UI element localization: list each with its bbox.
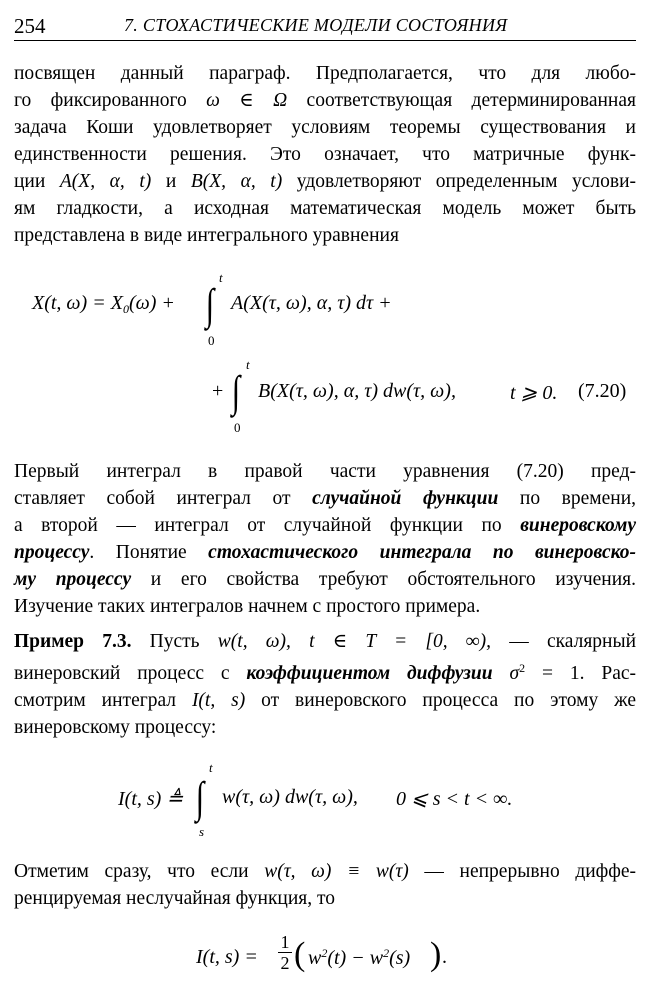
text-line: винеровскому процессу:	[14, 717, 217, 738]
text-line: представлена в виде интегрального уравнения	[14, 225, 399, 246]
text-line: посвящен данный параграф. Предполагается, что для любо-	[14, 63, 636, 84]
integral-sign: ∫	[205, 280, 215, 329]
text-line: винеровский процесс с коэффициентом диффузии $\sigma^2 = 1$. Рас-	[14, 661, 637, 684]
text-line: ренцируемая неслучайная функция, то	[14, 888, 336, 909]
term-emphasis: му процессу	[14, 569, 132, 590]
term-emphasis: случайной функции	[312, 488, 499, 509]
text-line: му процессу и его свойства требуют обстоятельного изучения.	[14, 569, 637, 590]
fraction-numerator: 1	[278, 932, 292, 953]
fraction-denominator: 2	[280, 953, 290, 973]
term-emphasis: процессу	[14, 542, 90, 563]
equation-lhs: I(t, s) ≜	[118, 788, 184, 810]
text-line: ставляет собой интеграл от случайной функции по времени,	[14, 488, 637, 509]
text-line: ции A(X, α, t) и B(X, α, t) удовлетворяют определенным услови-	[14, 171, 637, 192]
text-line: Изучение таких интегралов начнем с простого примера.	[14, 596, 481, 617]
text-line: процессу. Понятие стохастического интеграла по винеровско-	[14, 542, 636, 563]
equation-lhs: I(t, s) =	[196, 946, 258, 968]
text-line: го фиксированного ω ∈ Ω соответствующая детерминированная	[14, 90, 636, 111]
integral-lower-limit: 0	[234, 420, 241, 435]
running-header	[14, 14, 636, 41]
math-inline: w(t, ω),	[217, 631, 291, 652]
plus-sign: +	[212, 380, 224, 402]
equation-number: (7.20)	[578, 380, 627, 402]
term-emphasis: коэффициентом диффузии	[246, 663, 493, 684]
integral-upper-limit: t	[219, 270, 223, 285]
text-line: единственности решения. Это означает, что матричные функ-	[14, 144, 636, 165]
paragraph-intro	[14, 60, 636, 249]
term-emphasis: стохастического интеграла по винеровско-	[208, 542, 636, 563]
text-line: ям гладкости, а исходная математическая модель может быть	[14, 198, 636, 219]
integral-lower-limit: s	[199, 824, 205, 839]
period: .	[442, 946, 447, 968]
integral-upper-limit: t	[246, 357, 250, 372]
text-line: а второй — интеграл от случайной функции по винеровскому	[14, 515, 636, 536]
text-line: смотрим интеграл I(t, s) от винеровского процесса по этому же	[14, 690, 636, 711]
page-number: 254	[14, 14, 46, 38]
math-inline: A(X, α, t)	[59, 171, 152, 192]
big-paren-right: )	[430, 936, 442, 973]
paragraph-remark	[14, 858, 636, 912]
integral-sign: ∫	[231, 367, 241, 416]
example-7-3	[14, 628, 636, 741]
chapter-title: 7. СТОХАСТИЧЕСКИЕ МОДЕЛИ СОСТОЯНИЯ	[124, 15, 508, 35]
equation-condition: t ⩾ 0.	[510, 382, 558, 404]
equation-lhs: X(t, $\omega) = X_0(\omega)$ +	[32, 292, 175, 316]
equation-integrand: w(τ, ω) dw(τ, ω),	[222, 786, 358, 808]
math-inline: ω ∈ Ω	[206, 90, 288, 111]
math-inline: w(τ, ω) ≡ w(τ)	[264, 861, 409, 882]
integral-lower-limit: 0	[208, 333, 215, 348]
math-inline: B(X, α, t)	[190, 171, 283, 192]
text-line: Первый интеграл в правой части уравнения (7.20) пред-	[14, 461, 636, 482]
fraction	[278, 932, 292, 973]
paragraph-integrals	[14, 458, 636, 620]
big-paren-left: (	[294, 936, 306, 973]
equation-integrand: B(X(τ, ω), α, τ) dw(τ, ω),	[258, 380, 456, 402]
text-line: Отметим сразу, что если w(τ, ω) ≡ w(τ) — непрерывно диффе-	[14, 861, 636, 882]
equation-condition: 0 ⩽ s < t < ∞.	[396, 788, 513, 810]
term-emphasis: винеровскому	[520, 515, 636, 536]
text-line: Пример 7.3. Пусть w(t, ω), t ∈ T = [0, ∞), — скалярный	[14, 631, 637, 652]
math-inline: t ∈ T = [0, ∞),	[309, 631, 492, 652]
equation-integrand: A(X(τ, ω), α, τ) dτ +	[231, 292, 392, 314]
example-label: Пример 7.3.	[14, 631, 132, 652]
integral-upper-limit: t	[209, 760, 213, 775]
equation-body: $w^2(t) - w^2(s)$	[308, 946, 411, 969]
math-inline: I(t, s)	[191, 690, 246, 711]
integral-sign: ∫	[195, 773, 205, 822]
text-line: задача Коши удовлетворяет условиям теоремы существования и	[14, 117, 636, 138]
